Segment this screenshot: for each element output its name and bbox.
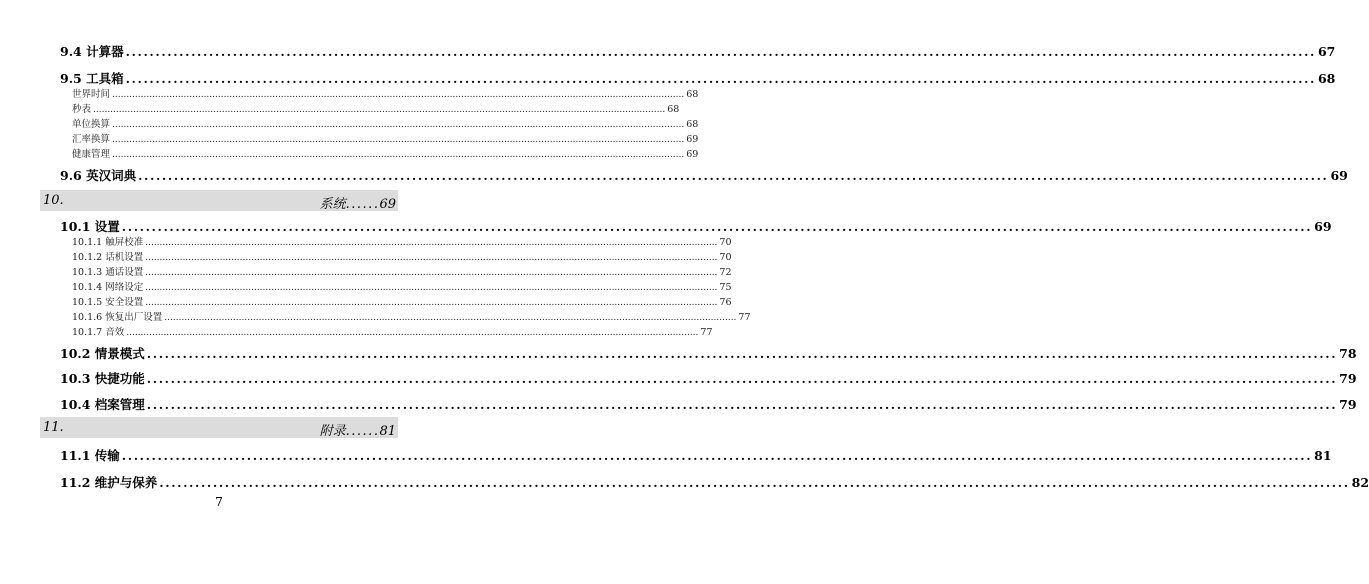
toc-subentry-world-time[interactable]: [72, 86, 699, 100]
toc-leader: ........................................................................................................................................................................................................: [93, 105, 666, 115]
toc-leader: ........................................................................................................................................................................................................: [121, 448, 1313, 463]
toc-entry-10-1[interactable]: [60, 217, 1332, 235]
toc-entry-page: 68: [686, 89, 699, 100]
toc-entry-title: 秒表: [72, 104, 92, 115]
toc-entry-page: 72: [719, 267, 732, 278]
chapter-title: 系统: [319, 197, 346, 212]
toc-entry-page: 79: [1339, 397, 1357, 412]
toc-entry-page: 82: [1351, 475, 1369, 490]
toc-subentry-stopwatch[interactable]: [72, 101, 680, 115]
toc-entry-9-5[interactable]: [60, 69, 1336, 87]
toc-entry-page: 69: [686, 149, 699, 160]
toc-entry-title: 10.1.1 触屏校准: [72, 237, 144, 248]
toc-entry-page: 69: [1314, 219, 1332, 234]
toc-subentry-10-1-5[interactable]: [72, 294, 732, 308]
toc-leader: ........................................................................................................................................................................................................: [146, 397, 1338, 412]
toc-leader: ........................................................................................................................................................................................................: [125, 44, 1316, 59]
toc-leader: ........................................................................................................................................................................................................: [146, 346, 1338, 361]
toc-entry-page: 76: [719, 297, 732, 308]
toc-entry-page: 68: [1317, 71, 1336, 86]
chapter-page: 69: [379, 197, 396, 212]
toc-entry-title: 健康管理: [72, 149, 111, 160]
toc-leader: ........................................................................................................................................................................................................: [112, 90, 685, 100]
toc-entry-title: 9.6 英汉词典: [60, 168, 137, 183]
toc-entry-page: 67: [1317, 44, 1336, 59]
toc-entry-title: 10.1.4 网络设定: [72, 282, 144, 293]
toc-leader: ........................................................................................................................................................................................................: [126, 328, 699, 338]
toc-entry-title: 10.1.3 通话设置: [72, 267, 144, 278]
toc-leader: ........................................................................................................................................................................................................: [145, 298, 718, 308]
toc-entry-title: 汇率换算: [72, 134, 111, 145]
toc-entry-10-3[interactable]: [60, 369, 1357, 387]
chapter-title-group: [320, 193, 396, 212]
page-number: 7: [215, 494, 223, 509]
toc-leader: ........................................................................................................................................................................................................: [146, 371, 1338, 386]
toc-entry-page: 77: [738, 312, 751, 323]
toc-entry-title: 10.1.6 恢复出厂设置: [72, 312, 163, 323]
toc-entry-title: 世界时间: [72, 89, 111, 100]
toc-subentry-10-1-2[interactable]: [72, 249, 732, 263]
toc-entry-page: 78: [1339, 346, 1357, 361]
toc-entry-title: 10.4 档案管理: [60, 397, 145, 412]
toc-entry-page: 70: [719, 237, 732, 248]
toc-leader: ........................................................................................................................................................................................................: [112, 120, 685, 130]
toc-entry-10-4[interactable]: [60, 395, 1357, 413]
toc-entry-title: 10.1.5 安全设置: [72, 297, 144, 308]
toc-entry-title: 11.1 传输: [60, 448, 120, 463]
toc-subentry-currency-conversion[interactable]: [72, 131, 699, 145]
toc-entry-11-1[interactable]: [60, 446, 1332, 464]
chapter-leader: ......: [345, 424, 380, 439]
toc-entry-11-2[interactable]: [60, 473, 1369, 491]
toc-leader: ........................................................................................................................................................................................................: [112, 150, 685, 160]
toc-entry-title: 10.1.7 音效: [72, 327, 125, 338]
toc-entry-page: 75: [719, 282, 732, 293]
toc-entry-title: 9.4 计算器: [60, 44, 124, 59]
toc-entry-page: 69: [1330, 168, 1348, 183]
chapter-page: 81: [379, 424, 396, 439]
toc-leader: ........................................................................................................................................................................................................: [145, 268, 718, 278]
toc-entry-page: 68: [667, 104, 680, 115]
toc-subentry-10-1-3[interactable]: [72, 264, 732, 278]
toc-entry-page: 81: [1314, 448, 1332, 463]
toc-entry-title: 单位换算: [72, 119, 111, 130]
toc-entry-page: 77: [700, 327, 713, 338]
toc-entry-page: 68: [686, 119, 699, 130]
toc-entry-page: 70: [719, 252, 732, 263]
toc-leader: ........................................................................................................................................................................................................: [159, 475, 1350, 490]
toc-entry-title: 10.1.2 话机设置: [72, 252, 144, 263]
toc-entry-title: 10.3 快捷功能: [60, 371, 145, 386]
toc-subentry-10-1-4[interactable]: [72, 279, 732, 293]
toc-subentry-unit-conversion[interactable]: [72, 116, 699, 130]
chapter-title: 附录: [319, 424, 346, 439]
toc-entry-title: 10.2 情景模式: [60, 346, 145, 361]
chapter-title-group: [320, 420, 396, 439]
chapter-heading-10[interactable]: [40, 190, 398, 211]
toc-entry-10-2[interactable]: [60, 344, 1357, 362]
chapter-number: 11.: [43, 420, 64, 435]
toc-subentry-health-management[interactable]: [72, 146, 699, 160]
toc-leader: ........................................................................................................................................................................................................: [121, 219, 1313, 234]
chapter-number: 10.: [43, 193, 64, 208]
toc-leader: ........................................................................................................................................................................................................: [145, 253, 718, 263]
toc-leader: ........................................................................................................................................................................................................: [125, 71, 1316, 86]
toc-leader: ........................................................................................................................................................................................................: [145, 238, 718, 248]
chapter-leader: ......: [345, 197, 380, 212]
toc-entry-title: 9.5 工具箱: [60, 71, 124, 86]
chapter-heading-11[interactable]: [40, 417, 398, 438]
toc-entry-page: 79: [1339, 371, 1357, 386]
toc-entry-9-6[interactable]: [60, 166, 1348, 184]
toc-subentry-10-1-6[interactable]: [72, 309, 751, 323]
toc-leader: ........................................................................................................................................................................................................: [145, 283, 718, 293]
toc-subentry-10-1-7[interactable]: [72, 324, 713, 338]
toc-entry-page: 69: [686, 134, 699, 145]
toc-entry-title: 10.1 设置: [60, 219, 120, 234]
toc-leader: ........................................................................................................................................................................................................: [138, 168, 1329, 183]
toc-entry-title: 11.2 维护与保养: [60, 475, 158, 490]
toc-entry-9-4[interactable]: [60, 42, 1336, 60]
toc-leader: ........................................................................................................................................................................................................: [164, 313, 737, 323]
toc-leader: ........................................................................................................................................................................................................: [112, 135, 685, 145]
toc-subentry-10-1-1[interactable]: [72, 234, 732, 248]
